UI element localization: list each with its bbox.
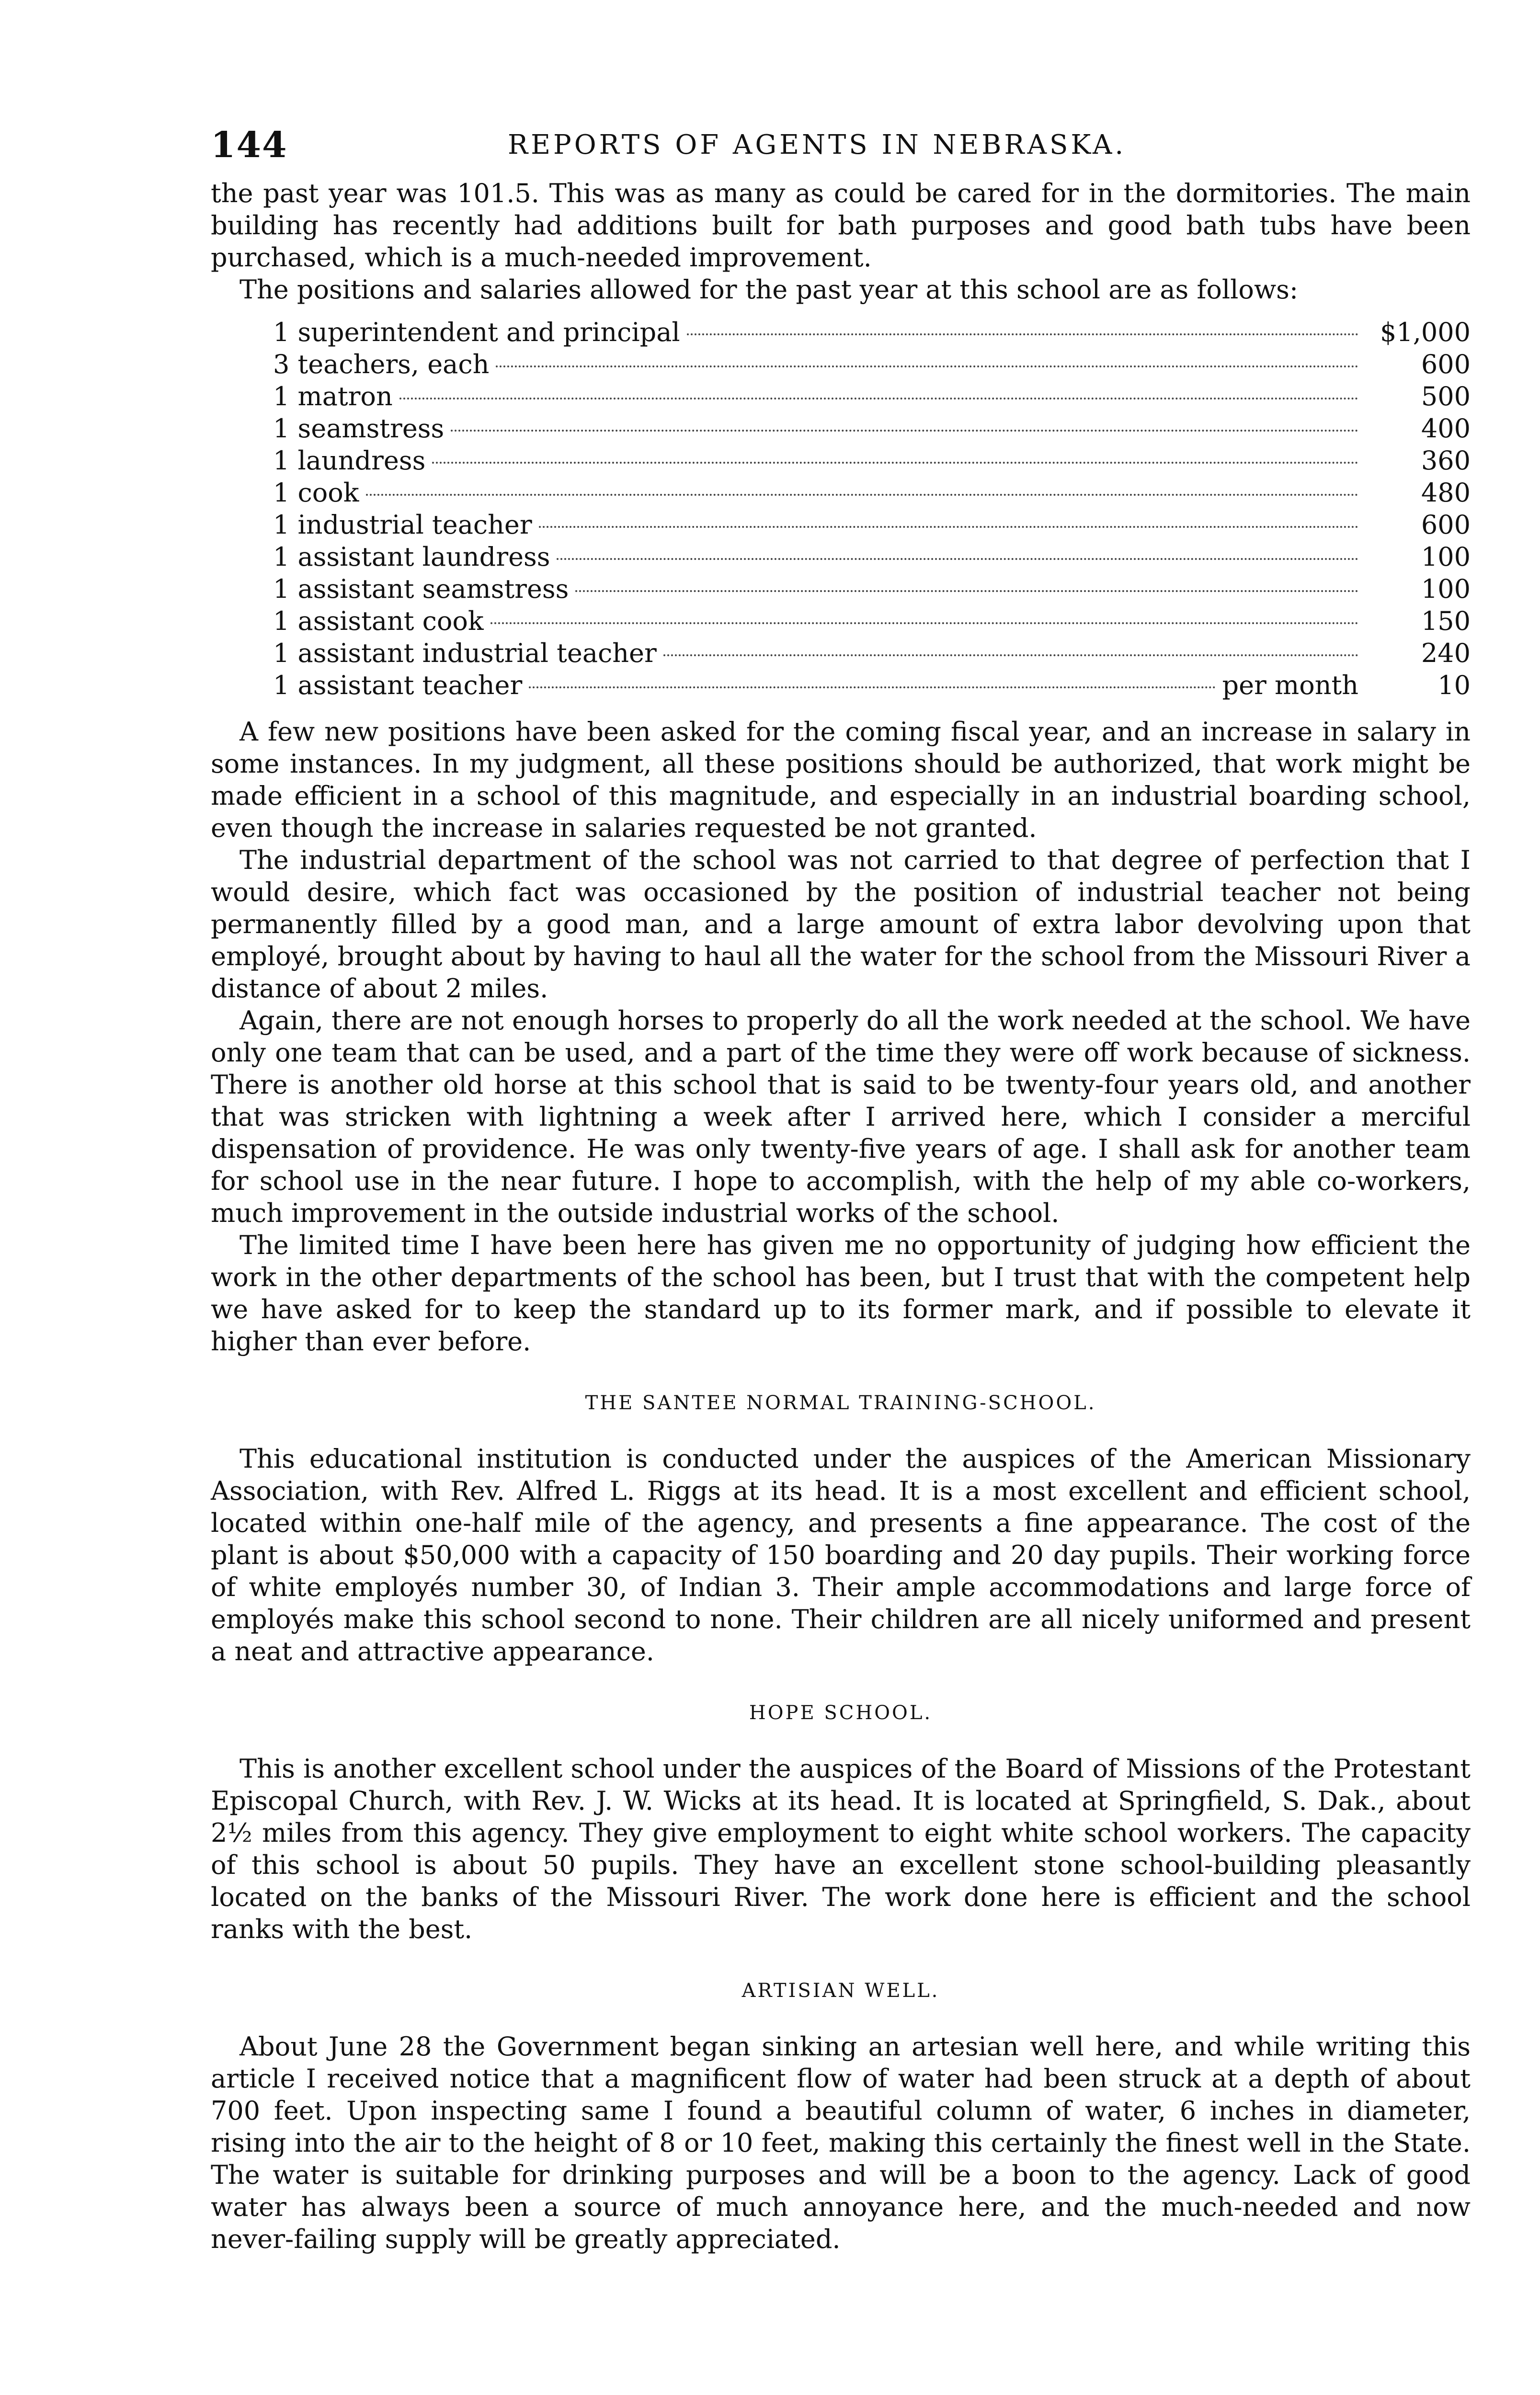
page-number: 144 xyxy=(211,125,288,166)
dot-leader xyxy=(529,686,1215,688)
salary-position: 1 assistant laundress xyxy=(273,542,550,572)
salary-amount: 100 xyxy=(1421,574,1471,604)
dot-leader xyxy=(539,526,1358,528)
salary-row xyxy=(273,573,1471,605)
salary-amount: 600 xyxy=(1421,349,1471,379)
salary-position: 1 assistant seamstress xyxy=(273,574,569,604)
dot-leader xyxy=(663,654,1358,656)
running-head xyxy=(211,125,1471,177)
intro-paragraph: the past year was 101.5. This was as many as could be cared for in the dormitories. The main building has recently had additions built for bath purposes and good bath tubs have been purchased, which is a much-needed improvement. xyxy=(211,178,1471,273)
salary-amount: $1,000 xyxy=(1380,317,1471,347)
salary-position: 1 industrial teacher xyxy=(273,510,532,540)
salary-position: 1 superintendent and principal xyxy=(273,317,680,347)
salary-row xyxy=(273,509,1471,541)
salary-row xyxy=(273,348,1471,380)
salary-row xyxy=(273,412,1471,445)
salary-row xyxy=(273,316,1471,348)
salary-row xyxy=(273,637,1471,669)
salary-amount: 480 xyxy=(1421,478,1471,508)
hope-heading: HOPE SCHOOL. xyxy=(749,1702,933,1724)
salary-position: 1 assistant industrial teacher xyxy=(273,638,657,668)
hope-paragraph: This is another excellent school under the auspices of the Board of Missions of the Protestant Episcopal Church, with Rev. J. W. Wicks at its head. It is located at Springfield, S. Dak., about 2½ miles from this agency. They give employment to eight white school workers. The capacity of this school is about 50 pupils. They have an excellent stone school-building pleasantly located on the banks of the Missouri River. The work done here is efficient and the school ranks with the best. xyxy=(211,1754,1471,1944)
salary-amount: 400 xyxy=(1421,413,1471,444)
salary-position: 1 matron xyxy=(273,381,393,411)
artesian-paragraph: About June 28 the Government began sinking an artesian well here, and while writing this article I received notice that a magnificent flow of water had been struck at a depth of about 700 feet. Upon inspecting same I found a beautiful column of water, 6 inches in diameter, rising into the air to the height of 8 or 10 feet, making this certainly the finest well in the State. The water is suitable for drinking purposes and will be a boon to the agency. Lack of good water has always been a source of much annoyance here, and the much-needed and now never-failing supply will be greatly appreciated. xyxy=(211,2031,1471,2254)
salaries-intro: The positions and salaries allowed for the past year at this school are as follows: xyxy=(240,274,1299,305)
salary-position: 1 laundress xyxy=(273,445,426,476)
santee-heading: THE SANTEE NORMAL TRAINING-SCHOOL. xyxy=(585,1392,1096,1414)
horses-paragraph: Again, there are not enough horses to properly do all the work needed at the school. We have only one team that can be used, and a part of the time they were off work because of sickness. There is another old horse at this school that is said to be twenty-four years old, and another that was stricken with lightning a week after I arrived here, which I consider a merciful dispensation of providence. He was only twenty-five years of age. I shall ask for another team for school use in the near future. I hope to accomplish, with the help of my able co-workers, much improvement in the outside industrial works of the school. xyxy=(211,1005,1471,1228)
salary-per: per month xyxy=(1222,670,1358,700)
salary-row xyxy=(273,445,1471,477)
document-page xyxy=(211,125,1471,2255)
dot-leader xyxy=(687,333,1358,335)
salary-position: 1 seamstress xyxy=(273,413,445,444)
salary-amount: 500 xyxy=(1421,381,1471,411)
salary-position: 1 assistant cook xyxy=(273,606,484,636)
salary-amount: 240 xyxy=(1421,638,1471,668)
positions-paragraph: A few new positions have been asked for the coming fiscal year, and an increase in salary in some instances. In my judgment, all these positions should be authorized, that work might be made efficient in a school of this magnitude, and especially in an industrial boarding school, even though the increase in salaries requested be not granted. xyxy=(211,717,1471,843)
salary-position: 1 cook xyxy=(273,478,359,508)
dot-leader xyxy=(491,622,1358,624)
running-title: REPORTS OF AGENTS IN NEBRASKA. xyxy=(508,129,1127,160)
salary-amount: 100 xyxy=(1421,542,1471,572)
salary-row xyxy=(273,541,1471,573)
dot-leader xyxy=(575,590,1358,592)
industrial-paragraph: The industrial department of the school was not carried to that degree of perfection that I would desire, which fact was occasioned by the position of industrial teacher not being permanently filled by a good man, and a large amount of extra labor devolving upon that employé, brought about by having to haul all the water for the school from the Missouri River a distance of about 2 miles. xyxy=(211,845,1471,1004)
salary-row xyxy=(273,669,1471,701)
salary-amount: 360 xyxy=(1421,445,1471,476)
artesian-heading: ARTISIAN WELL. xyxy=(741,1980,940,2002)
salary-position: 1 assistant teacher xyxy=(273,670,523,700)
salary-amount: 10 xyxy=(1437,670,1471,700)
dot-leader xyxy=(557,558,1358,560)
dot-leader xyxy=(366,494,1358,496)
dot-leader xyxy=(432,462,1358,464)
salary-row xyxy=(273,380,1471,412)
salary-amount: 150 xyxy=(1421,606,1471,636)
dot-leader xyxy=(399,398,1358,399)
salary-row xyxy=(273,477,1471,509)
dot-leader xyxy=(451,430,1358,432)
salary-amount: 600 xyxy=(1421,510,1471,540)
santee-paragraph: This educational institution is conducted under the auspices of the American Missionary Association, with Rev. Alfred L. Riggs at its head. It is a most excellent and efficient school, located within one-half mile of the agency, and presents a fine appearance. The cost of the plant is about $50,000 with a capacity of 150 boarding and 20 day pupils. Their working force of white employés number 30, of Indian 3. Their ample accommodations and large force of employés make this school second to none. Their children are all nicely uniformed and present a neat and attractive appearance. xyxy=(211,1444,1471,1666)
salary-position: 3 teachers, each xyxy=(273,349,490,379)
salary-table xyxy=(273,316,1471,701)
salary-row xyxy=(273,605,1471,637)
dot-leader xyxy=(496,365,1358,367)
departments-paragraph: The limited time I have been here has given me no opportunity of judging how efficient the work in the other departments of the school has been, but I trust that with the competent help we have asked for to keep the standard up to its former mark, and if possible to elevate it higher than ever before. xyxy=(211,1230,1471,1357)
